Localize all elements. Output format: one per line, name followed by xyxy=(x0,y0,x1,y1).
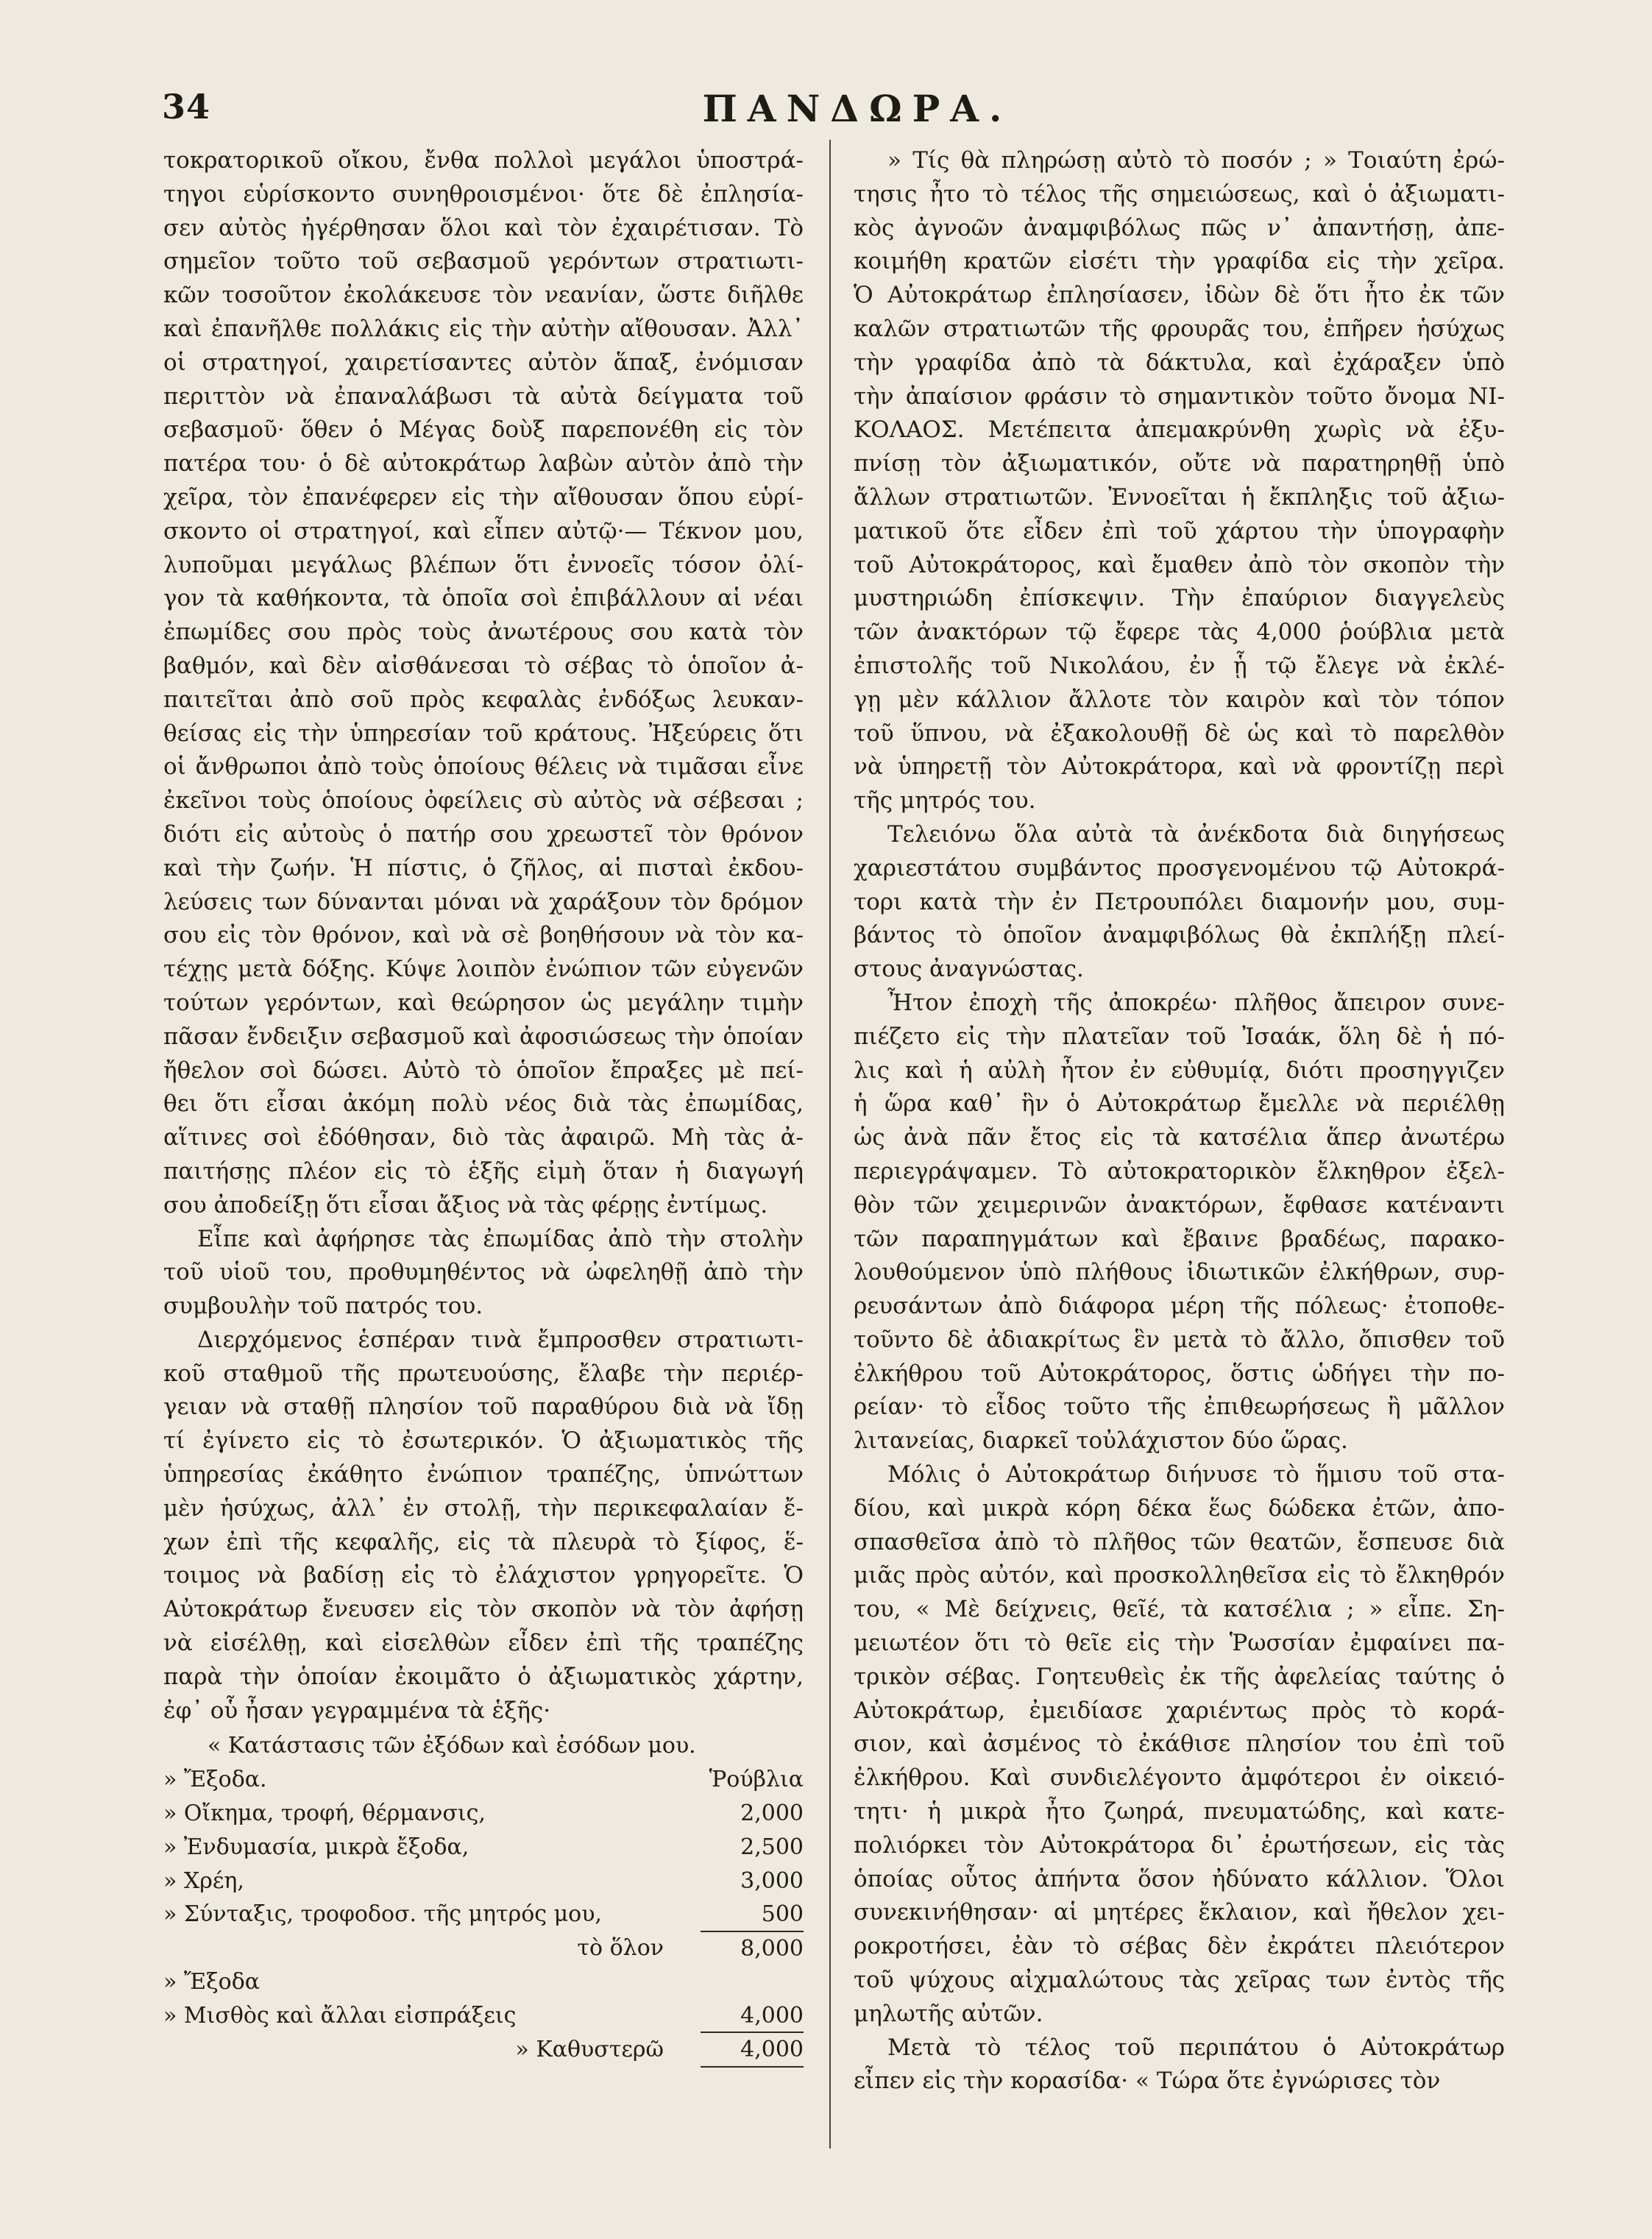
text-line: πατέρα του· ὁ δὲ αὐτοκράτωρ λαβὼν αὐτὸν ἀπὸ τὴν xyxy=(163,450,804,478)
text-line: καὶ τὴν ζωήν. Ἡ πίστις, ὁ ζῆλος, αἱ πισταὶ ἐκδου- xyxy=(163,854,804,881)
text-line: τοῦ Αὐτοκράτορος, καὶ ἔμαθεν ἀπὸ τὸν σκοπὸν τὴν xyxy=(854,551,1505,578)
ledger-row xyxy=(163,1898,804,1931)
text-line: σεβασμοῦ· ὅθεν ὁ Μέγας δοὺξ παρεπονέθη εἰς τὸν xyxy=(163,416,804,444)
text-line: μηλωτῆς αὐτῶν. xyxy=(854,2000,1043,2027)
text-line: διότι εἰς αὐτοὺς ὁ πατήρ σου χρεωστεῖ τὸν θρόνον xyxy=(163,820,804,848)
text-line: ρείαν· τὸ εἶδος τοῦτο τῆς ἐπιθεωρήσεως ἢ μᾶλλον xyxy=(854,1394,1505,1421)
text-line: κὸς ἀγνοῶν ἀναμφιβόλως πῶς ν᾽ ἀπαντήσῃ, ἀπε- xyxy=(854,214,1505,241)
ledger-total-amount: 8,000 xyxy=(701,1931,804,1966)
text-line: στους ἀναγνώστας. xyxy=(854,956,1084,983)
text-line: Ἦτον ἐποχὴ τῆς ἀποκρέω· πλῆθος ἄπειρον συνε- xyxy=(887,989,1505,1016)
paragraph xyxy=(854,144,1505,818)
text-line: Εἶπε καὶ ἀφήρησε τὰς ἐπωμίδας ἀπὸ τὴν στολὴν xyxy=(197,1225,804,1252)
text-line: ἐλκήθρου τοῦ Αὐτοκράτορος, ὅστις ὡδήγει τὴν πο- xyxy=(854,1360,1505,1387)
ledger-total-row xyxy=(163,1931,804,1965)
text-line: θὸν τῶν χειμερινῶν ἀνακτόρων, ἔφθασε κατέναντι xyxy=(854,1191,1505,1218)
text-line: ἐλκήθρου. Καὶ συνδιελέγοντο ἀμφότεροι ἐν οἰκειό- xyxy=(854,1764,1505,1792)
page-header xyxy=(162,87,1553,138)
text-line: ἐκεῖνοι τοὺς ὁποίους ὀφείλεις σὺ αὐτὸς νὰ σέβεσαι ; xyxy=(163,787,804,815)
text-line: καλῶν στρατιωτῶν τῆς φρουρᾶς του, ἐπῆρεν ἡσύχως xyxy=(854,315,1505,342)
text-line: πνίσῃ τὸν ἀξιωματικόν, οὔτε νὰ παρατηρηθῇ ὑπὸ xyxy=(854,450,1505,478)
ledger-amount: 4,000 xyxy=(740,2002,804,2029)
ledger-section-label: » Ἔξοδα xyxy=(163,1969,260,1995)
page-number: 34 xyxy=(162,87,211,127)
ledger-amount: 2,000 xyxy=(740,1800,804,1827)
text-line: » Τίς θὰ πληρώσῃ αὐτὸ τὸ ποσόν ; » Τοιαύτη ἐρώ- xyxy=(887,147,1505,174)
ledger-amount: 500 xyxy=(761,1901,804,1928)
text-line: ὁποίας οὗτος ἀπήντα ὅσον ἠδύνατο κάλλιον. Ὅλοι xyxy=(854,1865,1505,1892)
text-line: χεῖρα, τὸν ἐπανέφερεν εἰς τὴν αἴθουσαν ὅπου εὑρί- xyxy=(163,483,804,511)
text-line: αἵτινες σοὶ ἐδόθησαν, διὸ τὰς ἀφαιρῶ. Μὴ τὰς ἀ- xyxy=(163,1124,804,1152)
text-line: σημεῖον τοῦτο τοῦ σεβασμοῦ γερόντων στρατιωτι- xyxy=(163,248,804,275)
text-line: τοιμος νὰ βαδίσῃ εἰς τὸ ἐλάχιστον γρηγορεῖτε. Ὁ xyxy=(163,1562,804,1589)
text-line: τὴν ἀπαίσιον φράσιν τὸ σημαντικὸν τοῦτο ὄνομα ΝΙ- xyxy=(854,383,1505,410)
text-line: νὰ εἰσέλθῃ, καὶ εἰσελθὼν εἶδεν ἐπὶ τῆς τραπέζης xyxy=(163,1630,804,1657)
text-line: λιτανείας, διαρκεῖ τοὐλάχιστον δύο ὥρας. xyxy=(854,1427,1348,1455)
text-line: ἤθελον σοὶ δώσει. Αὐτὸ τὸ ὁποῖον ἔπραξες μὲ πεί- xyxy=(163,1057,804,1084)
ledger-row xyxy=(163,1864,804,1898)
text-line: ἐπιστολῆς τοῦ Νικολάου, ἐν ᾗ τῷ ἔλεγε νὰ ἐκλέ- xyxy=(854,652,1505,679)
paragraph xyxy=(163,144,804,1223)
text-line: θείσας εἰς τὴν ὑπηρεσίαν τοῦ κράτους. Ἠξεύρεις ὅτι xyxy=(163,720,804,747)
ledger-label: » Σύνταξις, τροφοδοσ. τῆς μητρός μου, xyxy=(163,1901,602,1928)
text-line: κοιμήθη κρατῶν εἰσέτι τὴν γραφίδα εἰς τὴν χεῖρα. xyxy=(854,248,1505,275)
ledger-label: » Μισθὸς καὶ ἄλλαι εἰσπράξεις xyxy=(163,2002,517,2029)
text-line: τούτων γερόντων, καὶ θεώρησον ὡς μεγάλην τιμὴν xyxy=(163,989,804,1016)
text-line: περιεγράψαμεν. Τὸ αὐτοκρατορικὸν ἔλκηθρον ἐξελ- xyxy=(854,1157,1505,1185)
text-line: τορι κατὰ τὴν ἐν Πετρουπόλει διαμονήν μου, συμ- xyxy=(854,888,1505,915)
ledger-row xyxy=(163,1797,804,1831)
text-line: ροκροτήσει, ἐὰν τὸ σέβας δὲν ἐκράτει πλειότερον xyxy=(854,1933,1505,1960)
text-line: Διερχόμενος ἑσπέραν τινὰ ἔμπροσθεν στρατιωτι- xyxy=(197,1326,804,1353)
text-line: παρὰ τὴν ὁποίαν ἐκοιμᾶτο ὁ ἀξιωματικὸς χάρτην, xyxy=(163,1663,804,1690)
text-line: ρευσάντων ἀπὸ διάφορα μέρη τῆς πόλεως· ἐτοποθε- xyxy=(854,1293,1505,1320)
text-line: Αὐτοκράτωρ, ἐμειδίασε χαριέντως πρὸς τὸ κορά- xyxy=(854,1697,1505,1724)
text-line: ἡ ὥρα καθ᾽ ἣν ὁ Αὐτοκράτωρ ἔμελλε νὰ περιέλθῃ xyxy=(854,1090,1505,1118)
ledger-row xyxy=(163,1999,804,2033)
ledger-caption: « Κατάστασις τῶν ἐξόδων καὶ ἐσόδων μου. xyxy=(208,1733,696,1759)
text-line: λις καὶ ἡ αὐλὴ ἦτον ἐν εὐθυμίᾳ, διότι προσηγγιζεν xyxy=(854,1057,1505,1084)
text-line: μυστηριώδη ἐπίσκεψιν. Τὴν ἐπαύριον διαγγελεὺς xyxy=(854,585,1505,612)
text-line: λουθούμενον ὑπὸ πλήθους ἰδιωτικῶν ἐλκήθρων, συρ- xyxy=(854,1259,1505,1286)
text-line: τησις ἦτο τὸ τέλος τῆς σημειώσεως, καὶ ὁ ἀξιωματι- xyxy=(854,180,1505,207)
text-line: βαθμόν, καὶ δὲν αἰσθάνεσαι τὸ σέβας τὸ ὁποῖον ἀ- xyxy=(163,652,804,679)
text-line: ἄλλων στρατιωτῶν. Ἐννοεῖται ἡ ἔκπληξις τοῦ ἀξιω- xyxy=(854,483,1505,511)
text-line: γῃ μὲν κάλλιον ἄλλοτε τὸν καιρὸν καὶ τὸν τόπον xyxy=(854,686,1505,713)
text-line: νὰ ὑπηρετῇ τὸν Αὐτοκράτορα, καὶ νὰ φροντίζῃ περὶ xyxy=(854,753,1505,781)
ledger-amount: 2,500 xyxy=(740,1834,804,1860)
text-line: πολιόρκει τὸν Αὐτοκράτορα δι᾽ ἐρωτήσεων, εἰς τὰς xyxy=(854,1831,1505,1859)
text-line: λυποῦμαι μεγάλως βλέπων ὅτι ἐννοεῖς τόσον ὀλί- xyxy=(163,551,804,578)
text-line: εἶπεν εἰς τὴν κορασίδα· « Τώρα ὅτε ἐγνώρισες τὸν xyxy=(854,2068,1441,2095)
text-line: κῶν τοσοῦτον ἐκολάκευσε τὸν νεανίαν, ὥστε διῆλθε xyxy=(163,282,804,309)
ledger-deficit-row xyxy=(163,2033,804,2067)
text-line: Αὐτοκράτωρ ἔνευσεν εἰς τὸν σκοπὸν νὰ τὸν ἀφήσῃ xyxy=(163,1596,804,1623)
text-line: ὡς ἀνὰ πᾶν ἔτος εἰς τὰ κατσέλια ἅπερ ἀνωτέρω xyxy=(854,1124,1505,1152)
text-line: τὴν γραφίδα ἀπὸ τὰ δάκτυλα, καὶ ἐχάραξεν ὑπὸ xyxy=(854,349,1505,376)
text-line: σεν αὐτὸς ἠγέρθησαν ὅλοι καὶ τὸν ἐχαιρέτισαν. Τὸ xyxy=(163,214,804,241)
ledger-label: » Οἴκημα, τροφή, θέρμανσις, xyxy=(163,1800,486,1827)
text-line: παιτεῖται ἀπὸ σοῦ πρὸς κεφαλὰς ἐνδόξως λευκαν- xyxy=(163,686,804,713)
ledger-deficit-label: » Καθυστερῶ xyxy=(515,2036,664,2062)
ledger-label: » Ἐνδυμασία, μικρὰ ἔξοδα, xyxy=(163,1834,469,1860)
text-line: περιττὸν νὰ ἐπαναλάβωσι τὰ αὐτὰ δείγματα τοῦ xyxy=(163,383,804,410)
text-line: τητι· ἡ μικρὰ ἦτο ζωηρά, πνευματώδης, καὶ κατε- xyxy=(854,1798,1505,1825)
text-line: τοῦ ψύχους αἰχμαλώτους τὰς χεῖρας των ἐντὸς τῆς xyxy=(854,1967,1505,1994)
text-line: τῶν παραπηγμάτων καὶ ἔβαινε βραδέως, παρακο- xyxy=(854,1225,1505,1252)
text-line: χων ἐπὶ τῆς κεφαλῆς, εἰς τὰ πλευρὰ τὸ ξίφος, ἕ- xyxy=(163,1528,804,1555)
text-line: θει ὅτι εἶσαι ἀκόμη πολὺ νέος διὰ τὰς ἐπωμίδας, xyxy=(163,1090,804,1118)
text-line: σιον, καὶ ἀσμένος τὸ ἐκάθισε πλησίον του ἐπὶ τοῦ xyxy=(854,1731,1505,1758)
text-line: ΚΟΛΑΟΣ. Μετέπειτα ἀπεμακρύνθη χωρὶς νὰ ἐξυ- xyxy=(854,416,1505,444)
text-line: μειωτέον ὅτι τὸ θεῖε εἰς τὴν Ῥωσσίαν ἐμφαίνει πα- xyxy=(854,1630,1505,1657)
text-line: ἐπωμίδες σου πρὸς τοὺς ἀνωτέρους σου κατὰ τὸν xyxy=(163,619,804,646)
text-line: σκοντο οἱ στρατηγοί, καὶ εἶπεν αὐτῷ·— Τέκνον μου, xyxy=(163,517,804,544)
text-line: του, « Μὲ δείχνεις, θεῖέ, τὰ κατσέλια ; » εἶπε. Ση- xyxy=(854,1596,1505,1623)
ledger-section-label: » Ἔξοδα. xyxy=(163,1767,267,1793)
text-line: λεύσεις των δύνανται μόναι νὰ χαράξουν τὸν δρόμον xyxy=(163,888,804,915)
text-line: τοκρατορικοῦ οἴκου, ἔνθα πολλοὶ μεγάλοι ὑποστρά- xyxy=(163,147,804,174)
paragraph xyxy=(163,1324,804,1728)
text-line: τῆς μητρός του. xyxy=(854,787,1036,815)
text-line: οἱ στρατηγοί, χαιρετίσαντες αὐτὸν ἅπαξ, ἐνόμισαν xyxy=(163,349,804,376)
text-line: γον τὰ καθήκοντα, τὰ ὁποῖα σοὶ ἐπιβάλλουν αἱ νέαι xyxy=(163,585,804,612)
text-line: τρικὸν σέβας. Γοητευθεὶς ἐκ τῆς ἀφελείας ταύτης ὁ xyxy=(854,1663,1505,1690)
text-line: σου ἀποδείξῃ ὅτι εἶσαι ἄξιος νὰ τὰς φέρῃς ἐντίμως. xyxy=(163,1191,768,1218)
text-line: συμβουλὴν τοῦ πατρός του. xyxy=(163,1293,483,1320)
text-line: Μόλις ὁ Αὐτοκράτωρ διήνυσε τὸ ἥμισυ τοῦ στα- xyxy=(887,1461,1505,1488)
paragraph xyxy=(854,2032,1505,2099)
text-line: συνεκινήθησαν· αἱ μητέρες ἔκλαιον, καὶ ἤθελον χει- xyxy=(854,1899,1505,1926)
text-line: τῶν ἀνακτόρων τῷ ἔφερε τὰς 4,000 ῥούβλια μετὰ xyxy=(854,619,1505,646)
text-line: Μετὰ τὸ τέλος τοῦ περιπάτου ὁ Αὐτοκράτωρ xyxy=(887,2034,1505,2061)
ledger-income-header xyxy=(163,1965,804,1999)
ledger-deficit-amount: 4,000 xyxy=(701,2032,804,2068)
text-line: ἐφ᾽ οὗ ἦσαν γεγραμμένα τὰ ἑξῆς· xyxy=(163,1697,551,1724)
text-line: τηγοι εὑρίσκοντο συνηθροισμένοι· ὅτε δὲ ἐπλησία- xyxy=(163,180,804,207)
left-column xyxy=(163,144,804,2066)
ledger-row xyxy=(163,1831,804,1864)
paragraph xyxy=(854,1458,1505,2032)
text-line: Ὁ Αὐτοκράτωρ ἐπλησίασεν, ἰδὼν δὲ ὅτι ἦτο ἐκ τῶν xyxy=(854,282,1505,309)
text-line: σου εἰς τὸν θρόνον, καὶ νὰ σὲ βοηθήσουν νὰ τὸν κα- xyxy=(163,922,804,949)
paragraph xyxy=(854,987,1505,1458)
paragraph xyxy=(854,818,1505,987)
text-line: δίου, καὶ μικρὰ κόρη δέκα ἕως δώδεκα ἐτῶν, ἀπο- xyxy=(854,1494,1505,1522)
text-line: τέχῃς μετὰ δόξης. Κύψε λοιπὸν ἐνώπιον τῶν εὐγενῶν xyxy=(163,956,804,983)
text-line: τοῦ υἱοῦ του, προθυμηθέντος νὰ ὠφεληθῇ ἀπὸ τὴν xyxy=(163,1259,804,1286)
text-line: πιέζετο εἰς τὴν πλατεῖαν τοῦ Ἰσαάκ, ὅλη δὲ ἡ πό- xyxy=(854,1023,1505,1050)
text-line: ὑπηρεσίας ἐκάθητο ἐνώπιον τραπέζης, ὑπνώττων xyxy=(163,1461,804,1488)
text-line: χαριεστάτου συμβάντος προσγενομένου τῷ Αὐτοκρά- xyxy=(854,854,1505,881)
text-line: μιᾶς πρὸς αὐτόν, καὶ προσκολληθεῖσα εἰς τὸ ἔλκηθρόν xyxy=(854,1562,1505,1589)
text-line: Τελειόνω ὅλα αὐτὰ τὰ ἀνέκδοτα διὰ διηγήσεως xyxy=(887,820,1505,848)
text-line: ματικοῦ ὅτε εἶδεν ἐπὶ τοῦ χάρτου τὴν ὑπογραφὴν xyxy=(854,517,1505,544)
text-line: παιτήσῃς πλέον εἰς τὸ ἑξῆς εἰμὴ ὅταν ἡ διαγωγή xyxy=(163,1157,804,1185)
ledger-label: » Χρέη, xyxy=(163,1867,244,1894)
text-line: μὲν ἡσύχως, ἀλλ᾽ ἐν στολῇ, τὴν περικεφαλαίαν ἔ- xyxy=(163,1494,804,1522)
ledger-header-row xyxy=(163,1763,804,1797)
paragraph xyxy=(163,1223,804,1324)
expense-ledger xyxy=(163,1729,804,2066)
text-line: τοῦ ὕπνου, νὰ ἐξακολουθῇ δὲ ὡς καὶ τὸ παρελθὸν xyxy=(854,720,1505,747)
text-line: βάντος τὸ ὁποῖον ἀναμφιβόλως θὰ ἐκπλήξῃ πλεί- xyxy=(854,922,1505,949)
column-divider xyxy=(829,140,831,2148)
text-line: σπασθεῖσα ἀπὸ τὸ πλῆθος τῶν θεατῶν, ἔσπευσε διὰ xyxy=(854,1528,1505,1555)
text-line: γειαν νὰ σταθῇ πλησίον τοῦ παραθύρου διὰ νὰ ἴδῃ xyxy=(163,1394,804,1421)
right-column xyxy=(854,144,1505,2098)
text-line: τί ἐγίνετο εἰς τὸ ἐσωτερικόν. Ὁ ἀξιωματικὸς τῆς xyxy=(163,1427,804,1455)
text-line: καὶ ἐπανῆλθε πολλάκις εἰς τὴν αὐτὴν αἴθουσαν. Ἀλλ᾽ xyxy=(163,315,804,342)
text-line: πᾶσαν ἔνδειξιν σεβασμοῦ καὶ ἀφοσιώσεως τὴν ὁποίαν xyxy=(163,1023,804,1050)
text-line: κοῦ σταθμοῦ τῆς πρωτευούσης, ἔλαβε τὴν περιέρ- xyxy=(163,1360,804,1387)
ledger-currency: Ῥούβλια xyxy=(709,1767,804,1793)
ledger-total-label: τὸ ὅλον xyxy=(577,1935,664,1962)
text-line: τοῦντο δὲ ἀδιακρίτως ἓν μετὰ τὸ ἄλλο, ὄπισθεν τοῦ xyxy=(854,1326,1505,1353)
ledger-amount: 3,000 xyxy=(740,1867,804,1894)
journal-title: ΠΑΝΔΩΡΑ. xyxy=(702,87,1013,130)
text-line: οἱ ἄνθρωποι ἀπὸ τοὺς ὁποίους θέλεις νὰ τιμᾶσαι εἶνε xyxy=(163,753,804,781)
